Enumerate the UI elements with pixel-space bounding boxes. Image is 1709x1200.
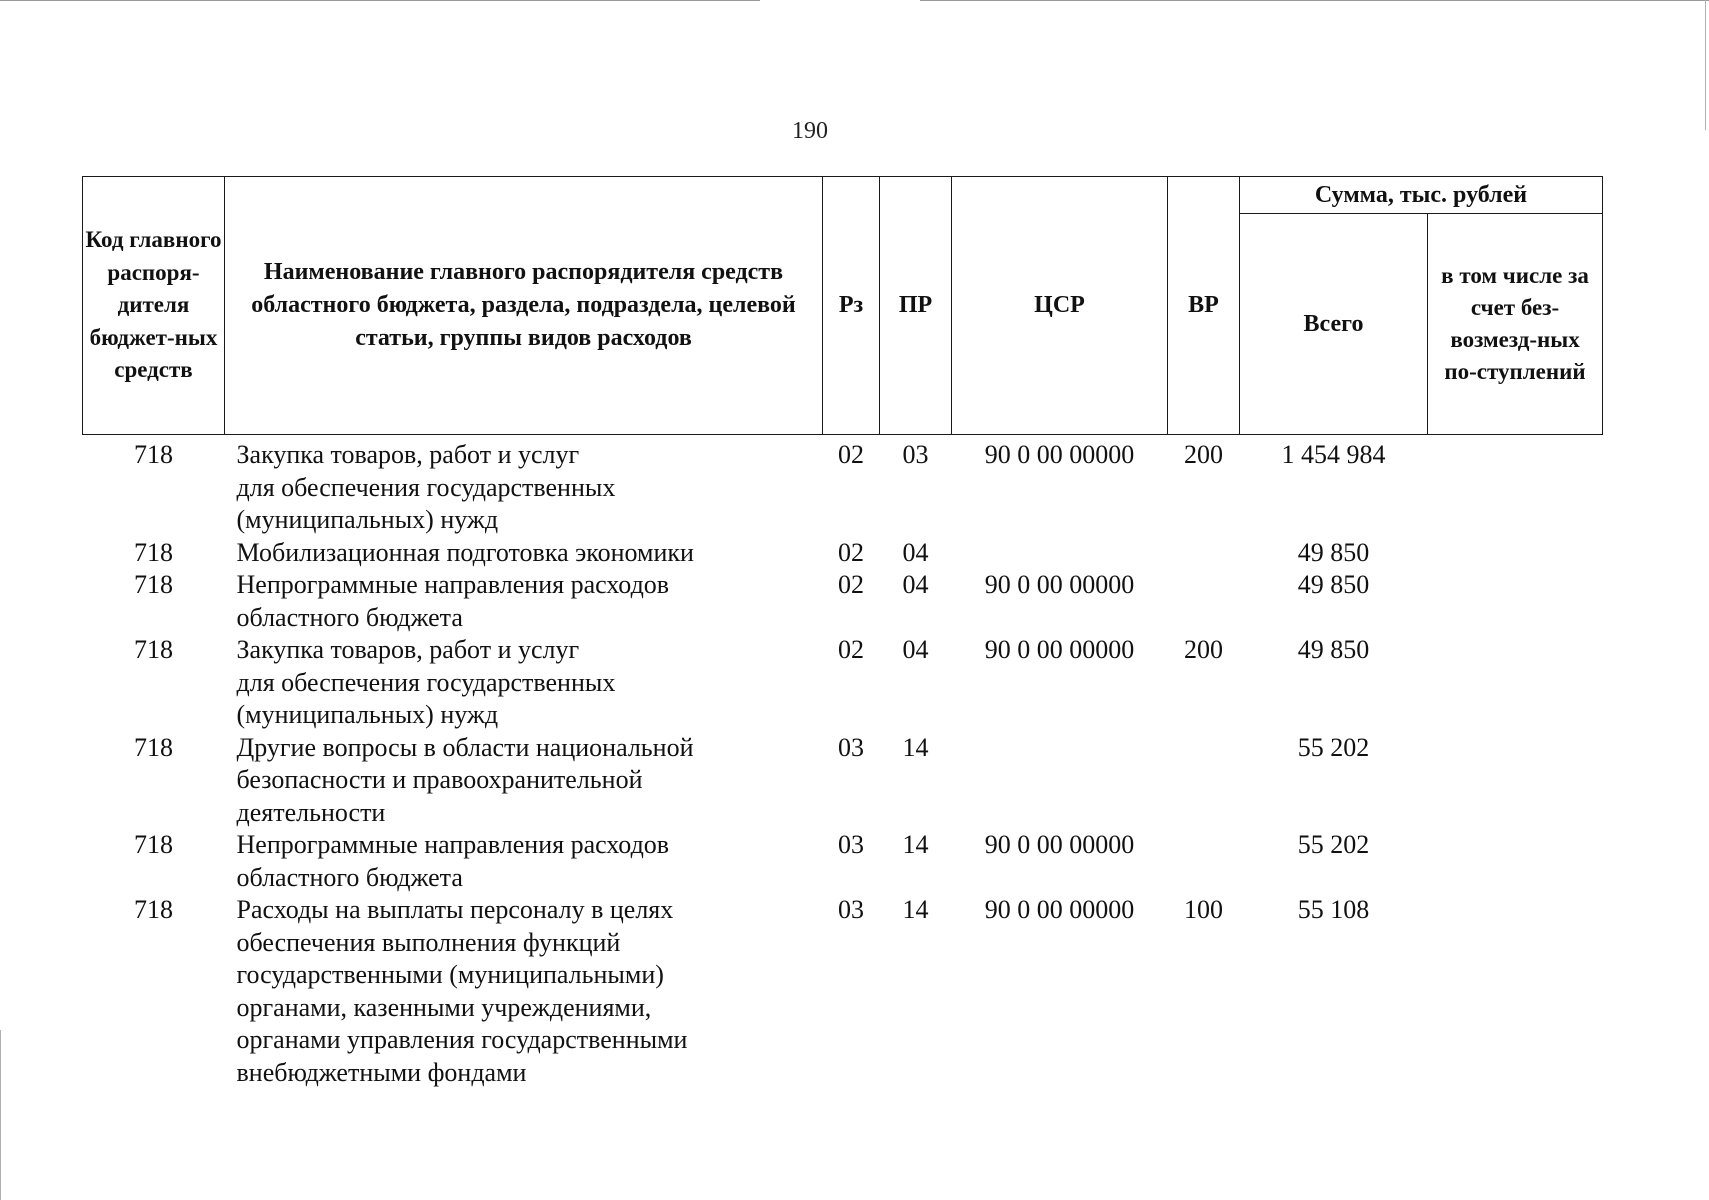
header-code: Код главного распоря-дителя бюджет-ных средств: [83, 177, 225, 435]
cell-total: 49 850: [1297, 537, 1370, 567]
cell-free: [1428, 732, 1603, 830]
scan-edge-left: [0, 1030, 1, 1200]
cell-code: 718: [134, 537, 173, 567]
header-vr: ВР: [1168, 177, 1240, 435]
cell-pr: 14: [902, 830, 929, 859]
cell-csr: 90 0 00 00000: [984, 570, 1135, 599]
cell-total: 49 850: [1297, 570, 1370, 599]
table-row: [83, 435, 1603, 537]
cell-pr: 14: [902, 732, 929, 762]
cell-pr: 03: [902, 440, 929, 469]
cell-code: 718: [134, 895, 173, 924]
cell-rz: 02: [838, 570, 864, 599]
cell-pr: 04: [902, 570, 929, 599]
cell-vr: [1168, 569, 1240, 634]
cell-code: 718: [134, 440, 173, 469]
cell-csr: 90 0 00 00000: [984, 635, 1135, 664]
cell-rz: 03: [838, 830, 864, 859]
cell-free: [1428, 537, 1603, 570]
table-row: [83, 537, 1603, 570]
cell-name: Другие вопросы в области национальной безопасности и правоохранительной деятельности: [236, 732, 694, 827]
cell-pr: 14: [902, 895, 929, 924]
cell-rz: 02: [838, 537, 864, 567]
cell-total: 1 454 984: [1281, 440, 1386, 469]
cell-vr: [1168, 732, 1240, 830]
table-body: [83, 435, 1603, 1090]
cell-total: 55 202: [1297, 732, 1370, 762]
cell-total: 49 850: [1297, 635, 1370, 664]
header-sum-group: Сумма, тыс. рублей: [1240, 177, 1603, 214]
cell-free: [1428, 435, 1603, 537]
cell-csr: [952, 537, 1168, 570]
cell-name: Закупка товаров, работ и услуг для обеспечения государственных (муниципальных) нужд: [236, 635, 616, 729]
cell-free: [1428, 829, 1603, 894]
cell-total: 55 108: [1297, 895, 1370, 924]
cell-total: 55 202: [1297, 830, 1370, 859]
cell-vr: [1168, 537, 1240, 570]
header-csr: ЦСР: [952, 177, 1168, 435]
cell-code: 718: [134, 830, 173, 859]
header-free: в том числе за счет без-возмезд-ных по-ступлений: [1428, 214, 1603, 435]
cell-rz: 02: [838, 440, 864, 469]
cell-csr: 90 0 00 00000: [984, 895, 1135, 924]
table-row: [83, 634, 1603, 732]
cell-name: Мобилизационная подготовка экономики: [236, 537, 694, 567]
header-name: Наименование главного распорядителя средств областного бюджета, раздела, подраздела, целевой статьи, группы видов расходов: [225, 177, 823, 435]
cell-free: [1428, 634, 1603, 732]
cell-csr: 90 0 00 00000: [984, 830, 1135, 859]
cell-csr: 90 0 00 00000: [984, 440, 1135, 469]
header-total: Всего: [1240, 214, 1428, 435]
cell-free: [1428, 894, 1603, 1089]
header-rz: Рз: [823, 177, 880, 435]
budget-table: [82, 176, 1603, 1089]
scan-edge-top-left: [0, 0, 760, 1]
scan-edge-right: [1705, 0, 1706, 130]
cell-pr: 04: [902, 537, 929, 567]
header-pr: ПР: [880, 177, 952, 435]
cell-name: Закупка товаров, работ и услуг для обеспечения государственных (муниципальных) нужд: [236, 440, 616, 534]
cell-csr: [952, 732, 1168, 830]
cell-vr: 200: [1184, 440, 1223, 469]
table-header: [83, 177, 1603, 435]
cell-vr: [1168, 829, 1240, 894]
table-row: [83, 829, 1603, 894]
cell-rz: 03: [838, 895, 864, 924]
table-row: [83, 732, 1603, 830]
cell-vr: 100: [1184, 895, 1223, 924]
cell-code: 718: [134, 635, 173, 664]
cell-pr: 04: [902, 635, 929, 664]
cell-name: Непрограммные направления расходов областного бюджета: [236, 570, 670, 632]
cell-vr: 200: [1184, 635, 1223, 664]
page-number: 190: [792, 118, 828, 144]
table-row: [83, 894, 1603, 1089]
cell-rz: 02: [838, 635, 864, 664]
cell-name: Расходы на выплаты персоналу в целях обеспечения выполнения функций государственными (муниципальными) органами, казенными учреждениями, органами управления государственными внебюджетными фондами: [236, 895, 688, 1087]
table-row: [83, 569, 1603, 634]
cell-rz: 03: [838, 732, 864, 762]
cell-code: 718: [134, 570, 173, 599]
scan-edge-top-right: [920, 0, 1709, 1]
cell-free: [1428, 569, 1603, 634]
cell-code: 718: [134, 732, 173, 762]
cell-name: Непрограммные направления расходов областного бюджета: [236, 830, 670, 892]
